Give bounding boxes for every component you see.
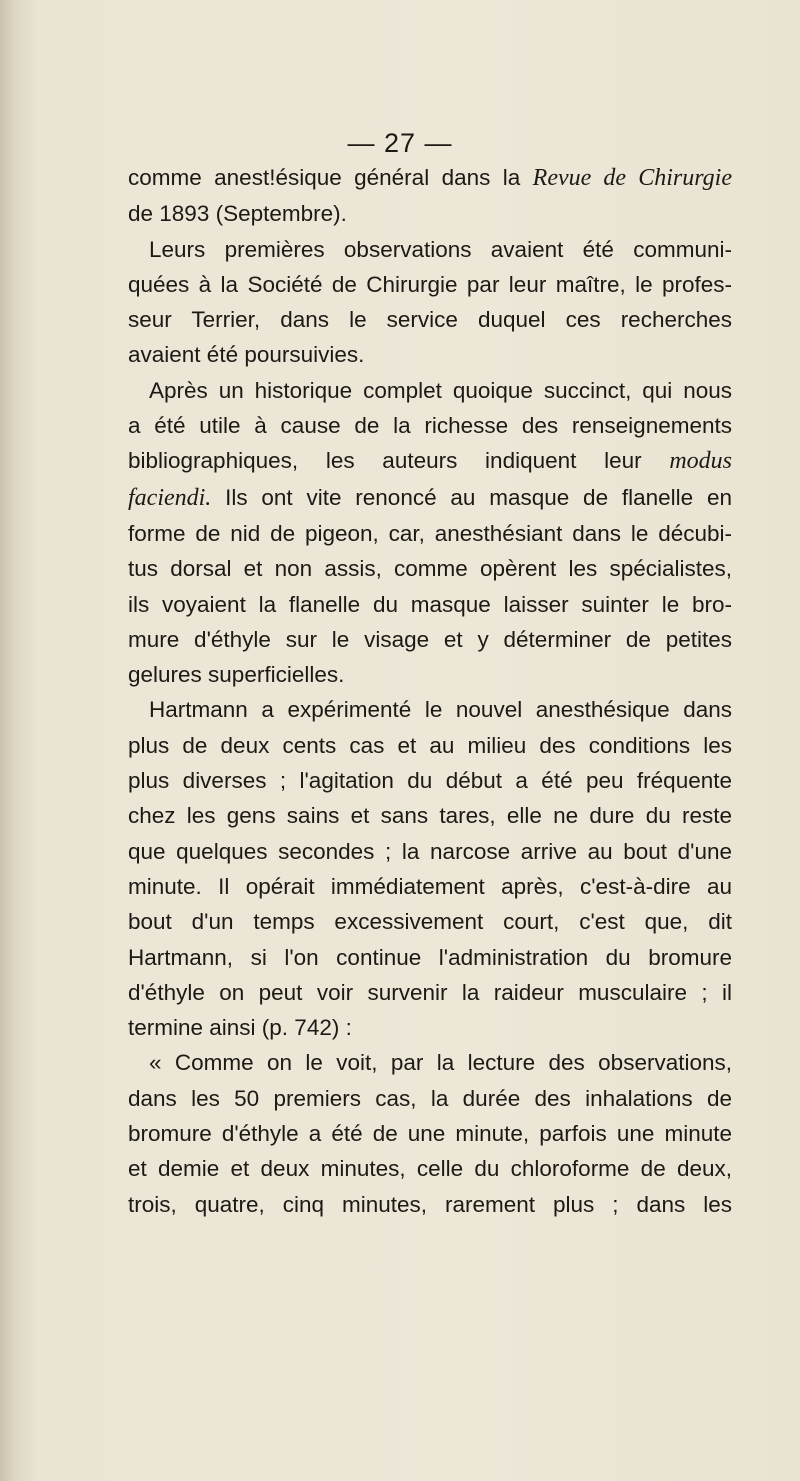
text-line xyxy=(128,728,732,763)
text-line xyxy=(128,798,732,833)
text-line xyxy=(128,373,732,408)
text-run: que quelques secondes ; la narcose arrive au bout d'une xyxy=(128,838,732,864)
text-run: bout d'un temps excessivement court, c'est que, dit xyxy=(128,909,732,935)
text-run: termine ainsi (p. 742) : xyxy=(128,1015,352,1041)
text-line xyxy=(128,480,732,516)
text-run: Hartmann, si l'on continue l'administration du bromure xyxy=(128,944,732,970)
text-run: mure d'éthyle sur le visage et y déterminer de petites xyxy=(128,626,732,652)
text-line xyxy=(128,160,732,196)
italic-text: modus xyxy=(669,448,732,475)
text-line xyxy=(128,1045,732,1080)
page-number: — 27 — xyxy=(347,128,453,158)
text-run: Après un historique complet quoique succinct, qui nous xyxy=(149,377,732,403)
text-run: minute. Il opérait immédiatement après, c'est-à-dire au xyxy=(128,873,732,899)
text-run: plus diverses ; l'agitation du début a été peu fréquente xyxy=(128,768,732,794)
text-run: d'éthyle on peut voir survenir la raideur musculaire ; il xyxy=(128,979,732,1005)
text-line xyxy=(128,692,732,727)
text-line xyxy=(128,657,732,692)
body-text xyxy=(128,160,732,1222)
text-line xyxy=(128,516,732,551)
text-run: seur Terrier, dans le service duquel ces recherches xyxy=(128,307,732,333)
text-run: Ils ont vite renoncé au masque de flanelle en xyxy=(211,484,732,510)
text-line xyxy=(128,443,732,479)
text-line xyxy=(128,1010,732,1045)
text-line xyxy=(128,940,732,975)
text-run: chez les gens sains et sans tares, elle ne dure du reste xyxy=(128,803,732,829)
text-line xyxy=(128,232,732,267)
text-run: forme de nid de pigeon, car, anesthésiant dans le décubi- xyxy=(128,520,732,546)
text-run: comme anest!ésique général dans la xyxy=(128,165,533,190)
italic-text: faciendi. xyxy=(128,484,212,511)
text-run: a été utile à cause de la richesse des renseignements xyxy=(128,413,732,439)
text-line xyxy=(128,904,732,939)
text-line xyxy=(128,267,732,302)
text-run: plus de deux cents cas et au milieu des conditions les xyxy=(128,732,732,758)
text-line xyxy=(128,975,732,1010)
text-line xyxy=(128,302,732,337)
text-line xyxy=(128,1151,732,1186)
text-run: gelures superficielles. xyxy=(128,662,345,688)
text-line xyxy=(128,622,732,657)
text-line xyxy=(128,337,732,372)
text-line xyxy=(128,551,732,586)
text-run: avaient été poursuivies. xyxy=(128,342,365,368)
text-line xyxy=(128,408,732,443)
text-run: bromure d'éthyle a été de une minute, parfois une minute xyxy=(128,1121,732,1147)
text-run: et demie et deux minutes, celle du chloroforme de deux, xyxy=(128,1156,732,1182)
text-run: « Comme on le voit, par la lecture des observations, xyxy=(149,1050,732,1076)
text-run: bibliographiques, les auteurs indiquent leur xyxy=(128,448,670,474)
text-line xyxy=(128,834,732,869)
text-run: tus dorsal et non assis, comme opèrent les spécialistes, xyxy=(128,556,732,582)
text-line xyxy=(128,763,732,798)
text-run: de 1893 (Septembre). xyxy=(128,201,347,227)
text-line xyxy=(128,587,732,622)
text-line xyxy=(128,196,732,231)
text-line xyxy=(128,1081,732,1116)
text-run: Hartmann a expérimenté le nouvel anesthésique dans xyxy=(149,697,732,723)
text-line xyxy=(128,869,732,904)
text-run: ils voyaient la flanelle du masque laisser suinter le bro- xyxy=(128,591,732,617)
text-line xyxy=(128,1187,732,1222)
text-run: Leurs premières observations avaient été communi- xyxy=(149,236,732,262)
text-run: quées à la Société de Chirurgie par leur maître, le profes- xyxy=(128,271,732,297)
italic-text: Revue de Chirurgie xyxy=(532,165,732,191)
text-run: dans les 50 premiers cas, la durée des inhalations de xyxy=(128,1085,732,1111)
text-run: trois, quatre, cinq minutes, rarement plus ; dans les xyxy=(128,1191,732,1217)
text-line xyxy=(128,1116,732,1151)
